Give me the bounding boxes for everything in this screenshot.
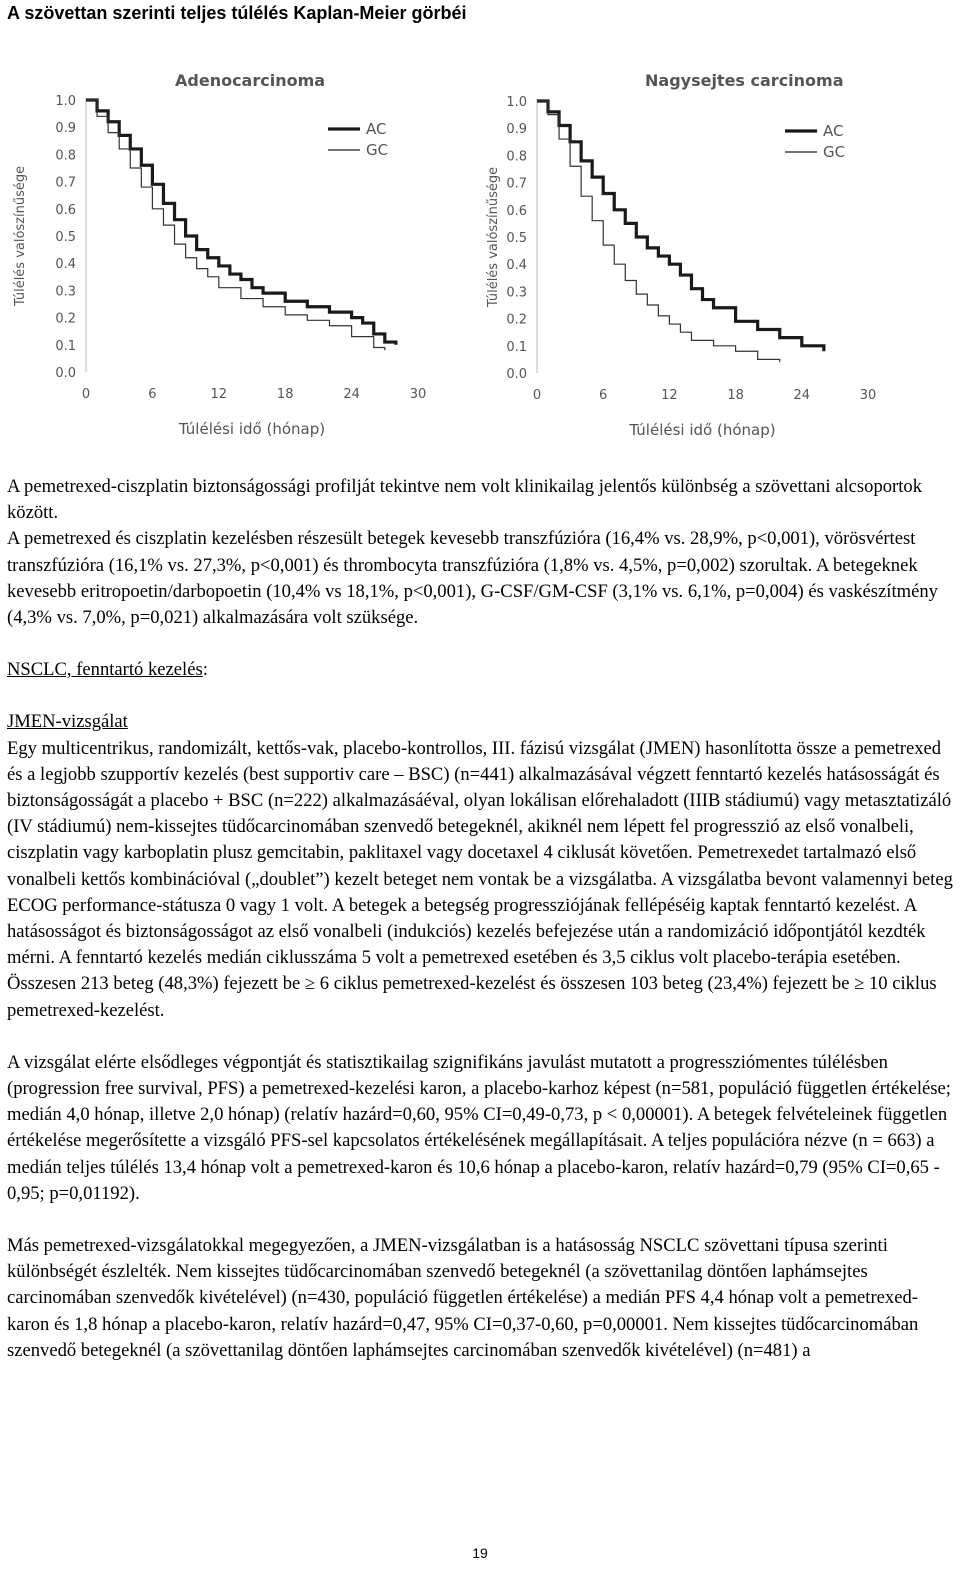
chart-2-y-label: Túlélés valószínűsége bbox=[486, 166, 501, 308]
nsclc-heading-colon: : bbox=[202, 659, 208, 681]
chart-2-series-gc-line bbox=[537, 101, 780, 362]
chart-2-y-tick: 0.3 bbox=[506, 285, 527, 301]
chart-1-x-tick: 18 bbox=[276, 387, 294, 402]
chart-2-legend-label-gc: GC bbox=[823, 143, 846, 161]
jmen-heading-text: JMEN-vizsgálat bbox=[7, 711, 128, 733]
chart-2-y-tick: 0.0 bbox=[506, 367, 527, 382]
chart-2-y-tick: 0.6 bbox=[506, 203, 527, 219]
chart-2-legend-label-ac: AC bbox=[823, 122, 844, 140]
section-heading-jmen bbox=[7, 709, 957, 735]
chart-1-title: Adenocarcinoma bbox=[175, 71, 326, 90]
chart-1-y-tick: 0.5 bbox=[55, 230, 76, 245]
chart-1-x-tick: 24 bbox=[343, 387, 360, 402]
chart-1-x-label: Túlélési idő (hónap) bbox=[178, 420, 326, 438]
paragraph-safety-profile: A pemetrexed-ciszplatin biztonságossági profilját tekintve nem volt klinikailag jelentős különbség a szövettani alcsoportok között. bbox=[7, 476, 922, 524]
chart-1-y-tick: 0.3 bbox=[55, 284, 76, 300]
chart-2-x-tick: 0 bbox=[532, 388, 542, 403]
chart-2-y-tick: 1.0 bbox=[506, 95, 527, 110]
chart-1-y-label: Túlélés valószínűsége bbox=[13, 165, 28, 307]
figure-heading: A szövettan szerinti teljes túlélés Kaplan-Meier görbéi bbox=[7, 3, 467, 23]
chart-1-y-tick: 0.9 bbox=[55, 121, 76, 137]
chart-2-x-tick: 18 bbox=[727, 388, 744, 403]
chart-1-y-tick: 0.0 bbox=[55, 366, 76, 381]
chart-1-y-tick: 0.2 bbox=[55, 311, 76, 327]
chart-2-x-label: Túlélési idő (hónap) bbox=[629, 421, 776, 439]
body-text bbox=[7, 474, 957, 1364]
chart-1-y-tick: 0.7 bbox=[55, 175, 76, 191]
chart-1-x-tick: 6 bbox=[148, 387, 157, 402]
chart-1-x-tick: 0 bbox=[81, 387, 91, 402]
paragraph-jmen-design: Egy multicentrikus, randomizált, kettős-vak, placebo-kontrollos, III. fázisú vizsgálat (JMEN) hasonlította össze a pemetrexed és a legjobb szupportív kezelés (best supportiv care – BSC) (n=441) alkalmazásával végzett fenntartó kezelés hatásosságát és biztonságosságát a placebo + BSC (n=222) alkalmazásáéval, olyan lokálisan előrehaladott (IIIB stádiumú) vagy metasztatizáló (IV stádiumú) nem-kissejtes tüdőcarcinomában szenvedő betegeknél, akiknél nem lépett fel progresszió az első vonalbeli, ciszplatin vagy karboplatin plusz gemcitabin, paklitaxel vagy docetaxel 4 ciklusát követően. Pemetrexedet tartalmazó első vonalbeli kettős kombinációval („doublet”) kezelt beteget nem vontak be a vizsgálatba. A vizsgálatba bevont valamennyi beteg ECOG performance-státusza 0 vagy 1 volt. A betegek a betegség progressziójának fellépéséig kaptak fenntartó kezelést. A hatásosságot és biztonságosságot az első vonalbeli (indukciós) kezelés befejezése után a randomizáció időpontjától kezdték mérni. A fenntartó kezelés medián ciklusszáma 5 volt a pemetrexed esetében és 3,5 ciklus volt placebo-terápia esetében. Összesen 213 beteg (48,3%) fejezett be ≥ 6 ciklus pemetrexed-kezelést és összesen 103 beteg (23,4%) fejezett be ≥ 10 ciklus pemetrexed-kezelést. bbox=[7, 737, 953, 1021]
chart-2-y-tick: 0.1 bbox=[506, 339, 527, 355]
chart-2-title: Nagysejtes carcinoma bbox=[645, 71, 844, 90]
chart-2-y-tick: 0.4 bbox=[506, 258, 527, 274]
nsclc-heading-text: NSCLC, fenntartó kezelés bbox=[7, 659, 203, 681]
chart-2-x-tick: 30 bbox=[859, 388, 877, 403]
chart-1-legend-label-ac: AC bbox=[366, 120, 387, 138]
chart-1-y-tick: 0.1 bbox=[55, 338, 76, 354]
chart-1-x-tick: 30 bbox=[409, 387, 427, 402]
chart-2-y-tick: 0.9 bbox=[506, 122, 527, 138]
chart-2-y-tick: 0.8 bbox=[506, 149, 527, 165]
chart-2-x-tick: 6 bbox=[599, 388, 608, 403]
chart-2-x-tick: 24 bbox=[793, 388, 811, 403]
chart-1-x-tick: 12 bbox=[210, 387, 228, 402]
paragraph-transfusion: A pemetrexed és ciszplatin kezelésben részesült betegek kevesebb transzfúzióra (16,4% vs. 28,9%, p<0,001), vörösvértest transzfúzióra (16,1% vs. 27,3%, p<0,001) és thrombocyta transzfúzióra (1,8% vs. 4,5%, p=0,002) szorultak. A betegeknek kevesebb eritropoetin/darbopoetin (10,4% vs 18,1%, p<0,001), G-CSF/GM-CSF (3,1% vs. 6,1%, p=0,004) és vaskészítmény (4,3% vs. 7,0%, p=0,021) alkalmazására volt szüksége. bbox=[7, 528, 938, 629]
paragraph-histology: Más pemetrexed-vizsgálatokkal megegyezően, a JMEN-vizsgálatban is a hatásosság NSCLC szövettani típusa szerinti különbségét észlelték. Nem kissejtes tüdőcarcinomában szenvedő betegeknél (a szövettanilag döntően laphámsejtes carcinomában szenvedők kivételével) (n=430, populáció független értékelése) a medián PFS 4,4 hónap volt a pemetrexed-karon és 1,8 hónap a placebo-karon, relatív hazárd=0,47, 95% CI=0,37-0,60, p=0,00001. Nem kissejtes tüdőcarcinomában szenvedő betegeknél (a szövettanilag döntően laphámsejtes carcinomában szenvedők kivételével) (n=481) a bbox=[7, 1235, 919, 1361]
chart-2-x-tick: 12 bbox=[661, 388, 678, 403]
chart-1-y-tick: 0.6 bbox=[55, 202, 76, 218]
chart-1-y-tick: 1.0 bbox=[55, 94, 76, 109]
chart-2-y-tick: 0.2 bbox=[506, 312, 527, 328]
chart-1-y-tick: 0.8 bbox=[55, 148, 76, 164]
chart-1-y-tick: 0.4 bbox=[55, 257, 76, 273]
chart-1-series-ac-line bbox=[86, 100, 396, 345]
page-number: 19 bbox=[472, 1545, 488, 1561]
chart-2-series-ac-line bbox=[537, 101, 824, 351]
paragraph-pfs-results: A vizsgálat elérte elsődleges végpontját és statisztikailag szignifikáns javulást mutatott a progressziómentes túlélésben (progression free survival, PFS) a pemetrexed-kezelési karon, a placebo-karhoz képest (n=581, populáció független értékelése; medián 4,0 hónap, illetve 2,0 hónap) (relatív hazárd=0,60, 95% CI=0,49-0,73, p < 0,00001). A betegek felvételeinek független értékelése megerősítette a vizsgáló PFS-sel kapcsolatos értékelésének megállapításait. A teljes populációra nézve (n = 663) a medián teljes túlélés 13,4 hónap volt a pemetrexed-karon és 10,6 hónap a placebo-karon, relatív hazárd=0,79 (95% CI=0,65 - 0,95; p=0,01192). bbox=[7, 1051, 951, 1204]
section-heading-nsclc bbox=[7, 657, 957, 683]
chart-1-legend-label-gc: GC bbox=[366, 141, 389, 159]
km-charts-svg bbox=[0, 24, 960, 464]
chart-2-y-tick: 0.7 bbox=[506, 176, 527, 192]
chart-2-y-tick: 0.5 bbox=[506, 231, 527, 246]
km-figure bbox=[0, 24, 960, 464]
